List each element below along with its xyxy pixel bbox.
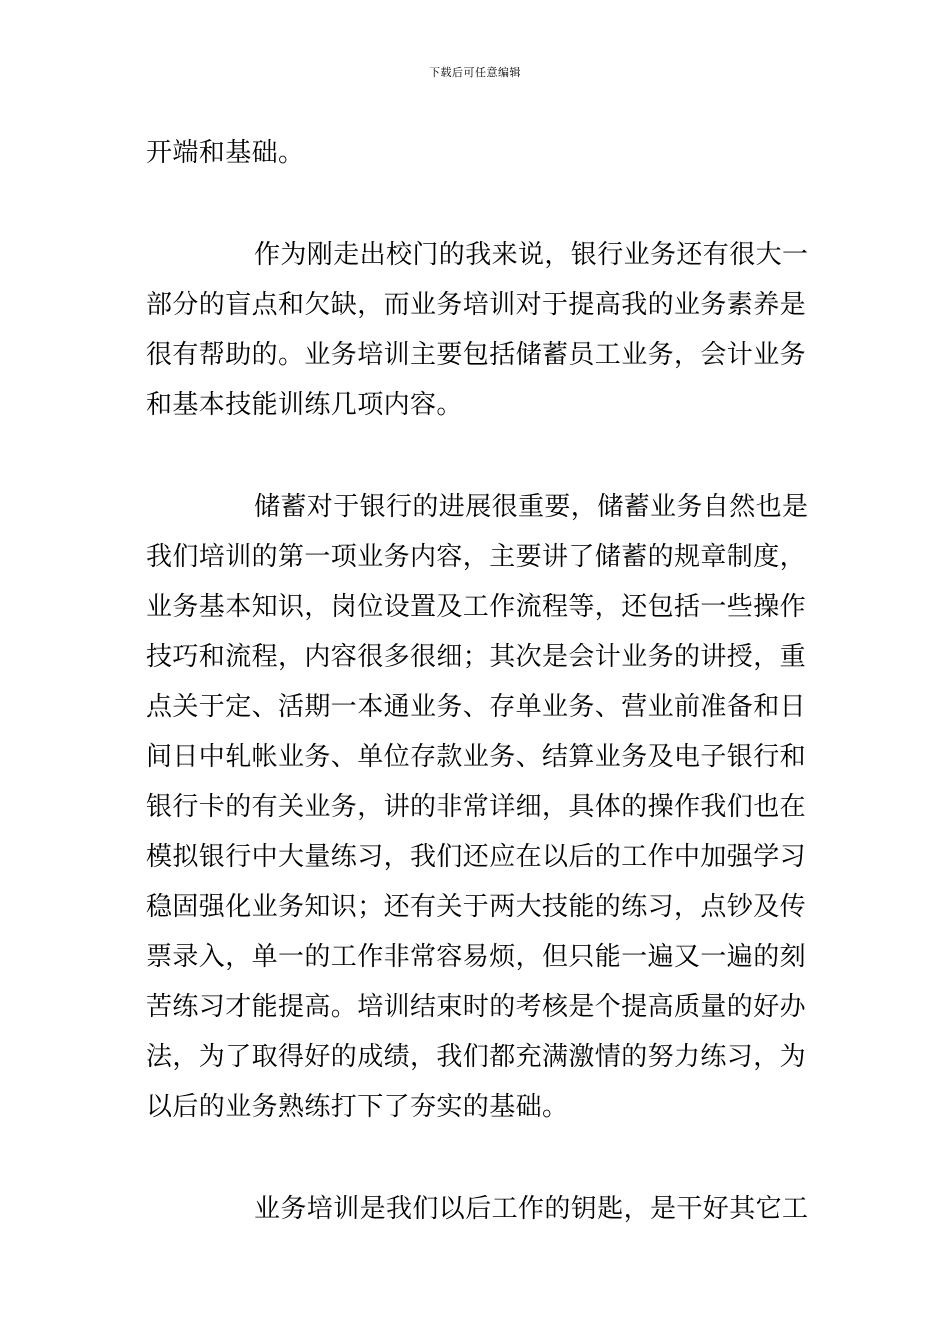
page-header: 下载后可任意编辑: [429, 66, 521, 79]
text-line: 点关于定、活期一本通业务、存单业务、营业前准备和日: [146, 692, 807, 722]
text-line: 很有帮助的。业务培训主要包括储蓄员工业务，会计业务: [146, 340, 807, 370]
text-line: 稳固强化业务知识；还有关于两大技能的练习，点钞及传: [146, 892, 807, 922]
text-line: 储蓄对于银行的进展很重要，储蓄业务自然也是: [254, 492, 809, 522]
document-body: [146, 128, 809, 1234]
text-line: 业务基本知识，岗位设置及工作流程等，还包括一些操作: [146, 592, 807, 622]
text-line: 业务培训是我们以后工作的钥匙，是干好其它工: [254, 1194, 809, 1224]
text-line: 作为刚走出校门的我来说，银行业务还有很大一: [254, 240, 809, 270]
text-line: 票录入，单一的工作非常容易烦，但只能一遍又一遍的刻: [146, 942, 807, 972]
text-line: 苦练习才能提高。培训结束时的考核是个提高质量的好办: [146, 992, 807, 1022]
text-line: 开端和基础。: [146, 138, 305, 168]
text-line: 技巧和流程，内容很多很细；其次是会计业务的讲授，重: [146, 642, 807, 672]
paragraph-1: [146, 128, 806, 178]
paragraph-3: [146, 482, 809, 1132]
text-line: 银行卡的有关业务，讲的非常详细，具体的操作我们也在: [146, 792, 807, 822]
text-line: 法，为了取得好的成绩，我们都充满激情的努力练习，为: [146, 1042, 807, 1072]
text-line: 我们培训的第一项业务内容，主要讲了储蓄的规章制度，: [146, 542, 807, 572]
paragraph-4: [146, 1184, 809, 1234]
text-line: 部分的盲点和欠缺，而业务培训对于提高我的业务素养是: [146, 290, 807, 320]
text-line: 间日中轧帐业务、单位存款业务、结算业务及电子银行和: [146, 742, 807, 772]
text-line: 模拟银行中大量练习，我们还应在以后的工作中加强学习: [146, 842, 807, 872]
paragraph-2: [146, 230, 809, 430]
text-line: 以后的业务熟练打下了夯实的基础。: [146, 1092, 569, 1122]
text-line: 和基本技能训练几项内容。: [146, 390, 463, 420]
